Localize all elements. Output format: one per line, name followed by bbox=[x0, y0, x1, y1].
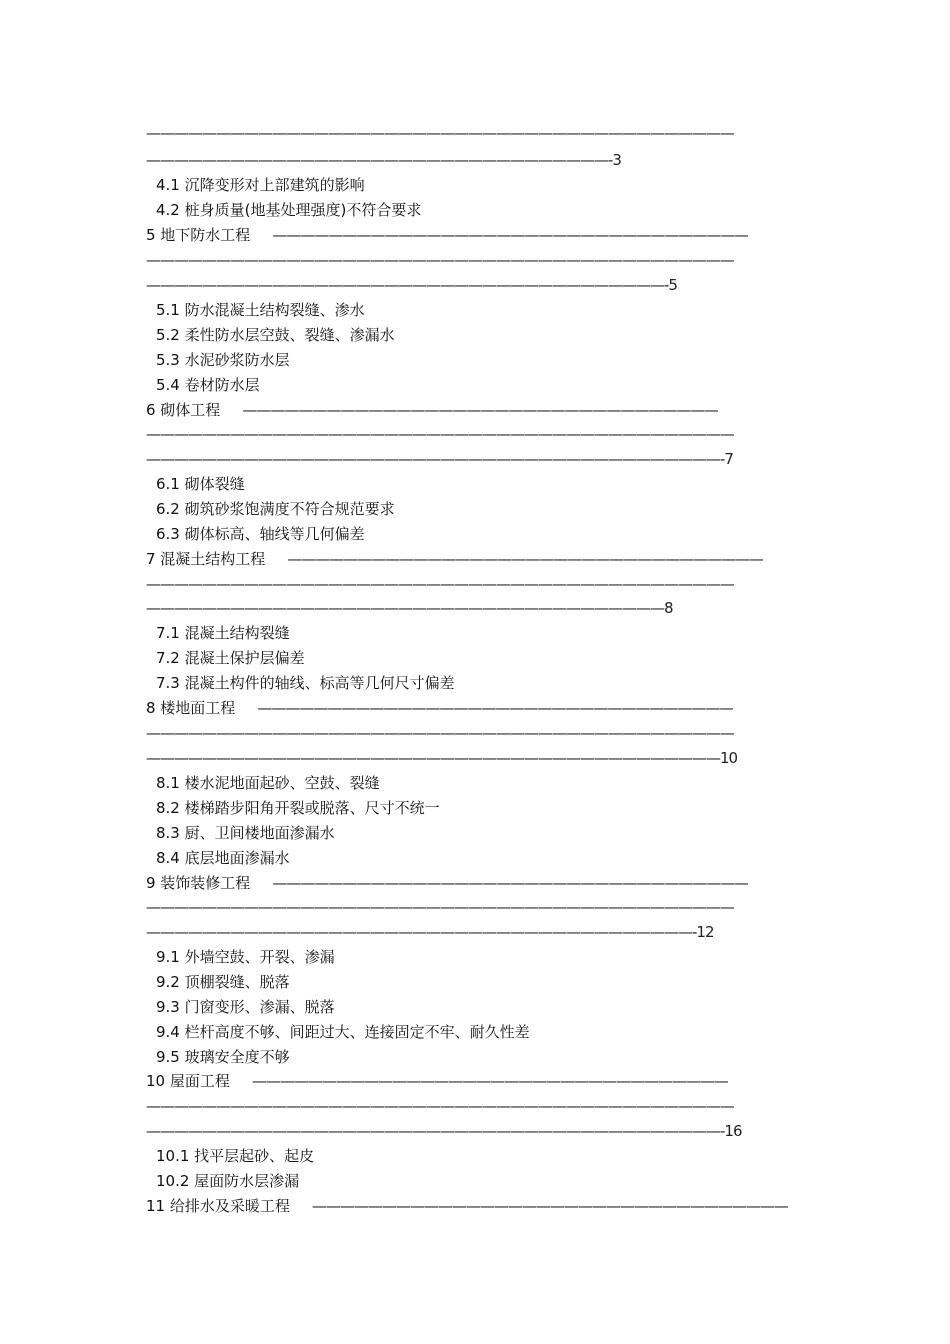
toc-item: 5.1 防水混凝土结构裂缝、渗水 bbox=[156, 301, 365, 319]
toc-page-number-sec7: —————————————————————————————————————8 bbox=[146, 599, 673, 617]
toc-section-title: 8 楼地面工程 —————————————————————————————————— bbox=[146, 699, 734, 717]
toc-item: 7.2 混凝土保护层偏差 bbox=[156, 649, 305, 667]
toc-leader-rule: —————————————————————————————————————————— bbox=[146, 898, 734, 916]
toc-section-title: 11 给排水及采暖工程 —————————————————————————————————— bbox=[146, 1197, 788, 1215]
toc-leader-rule: —————————————————————————————————————————— bbox=[146, 124, 734, 142]
toc-item: 9.3 门窗变形、渗漏、脱落 bbox=[156, 998, 335, 1016]
toc-leader-rule: —————————————————————————————————————————— bbox=[146, 724, 734, 742]
toc-item: 7.1 混凝土结构裂缝 bbox=[156, 624, 290, 642]
toc-item: 8.2 楼梯踏步阳角开裂或脱落、尺寸不统一 bbox=[156, 799, 440, 817]
toc-section-title: 5 地下防水工程 —————————————————————————————————— bbox=[146, 226, 749, 244]
toc-page-number-sec9: ———————————————————————————————————————-12 bbox=[146, 923, 714, 941]
toc-item: 5.2 柔性防水层空鼓、裂缝、渗漏水 bbox=[156, 326, 395, 344]
toc-page-number-sec8: —————————————————————————————————————————10 bbox=[146, 749, 738, 767]
toc-item: 9.1 外墙空鼓、开裂、渗漏 bbox=[156, 948, 335, 966]
toc-item: 9.5 玻璃安全度不够 bbox=[156, 1048, 290, 1066]
toc-item: 5.3 水泥砂浆防水层 bbox=[156, 351, 290, 369]
toc-page-number-sec10: —————————————————————————————————————————-16 bbox=[146, 1122, 742, 1140]
toc-item: 9.4 栏杆高度不够、间距过大、连接固定不牢、耐久性差 bbox=[156, 1023, 530, 1041]
toc-section-title: 7 混凝土结构工程 —————————————————————————————————— bbox=[146, 550, 764, 568]
toc-item: 10.2 屋面防水层渗漏 bbox=[156, 1172, 300, 1190]
toc-item: 6.2 砌筑砂浆饱满度不符合规范要求 bbox=[156, 500, 395, 518]
toc-item: 8.4 底层地面渗漏水 bbox=[156, 849, 290, 867]
toc-leader-rule: —————————————————————————————————————————— bbox=[146, 251, 734, 269]
toc-item: 4.2 桩身质量(地基处理强度)不符合要求 bbox=[156, 201, 422, 219]
toc-leader-rule: —————————————————————————————————————————— bbox=[146, 1097, 734, 1115]
toc-section-title: 9 装饰装修工程 —————————————————————————————————— bbox=[146, 874, 749, 892]
toc-item: 4.1 沉降变形对上部建筑的影响 bbox=[156, 176, 365, 194]
toc-item: 8.3 厨、卫间楼地面渗漏水 bbox=[156, 824, 335, 842]
toc-leader-rule: —————————————————————————————————————————— bbox=[146, 425, 734, 443]
toc-item: 7.3 混凝土构件的轴线、标高等几何尺寸偏差 bbox=[156, 674, 455, 692]
toc-item: 10.1 找平层起砂、起皮 bbox=[156, 1147, 315, 1165]
toc-page-number-sec6: —————————————————————————————————————————-7 bbox=[146, 450, 733, 468]
toc-leader-rule: —————————————————————————————————————————— bbox=[146, 575, 734, 593]
toc-page-number-sec5: —————————————————————————————————————-5 bbox=[146, 276, 677, 294]
toc-item: 5.4 卷材防水层 bbox=[156, 376, 260, 394]
toc-item: 6.3 砌体标高、轴线等几何偏差 bbox=[156, 525, 365, 543]
toc-item: 8.1 楼水泥地面起砂、空鼓、裂缝 bbox=[156, 774, 380, 792]
toc-item: 9.2 顶棚裂缝、脱落 bbox=[156, 973, 290, 991]
toc-page-number-sec4: —————————————————————————————————-3 bbox=[146, 151, 621, 169]
toc-section-title: 6 砌体工程 —————————————————————————————————— bbox=[146, 401, 719, 419]
toc-item: 6.1 砌体裂缝 bbox=[156, 475, 245, 493]
toc-section-title: 10 屋面工程 —————————————————————————————————— bbox=[146, 1072, 728, 1090]
